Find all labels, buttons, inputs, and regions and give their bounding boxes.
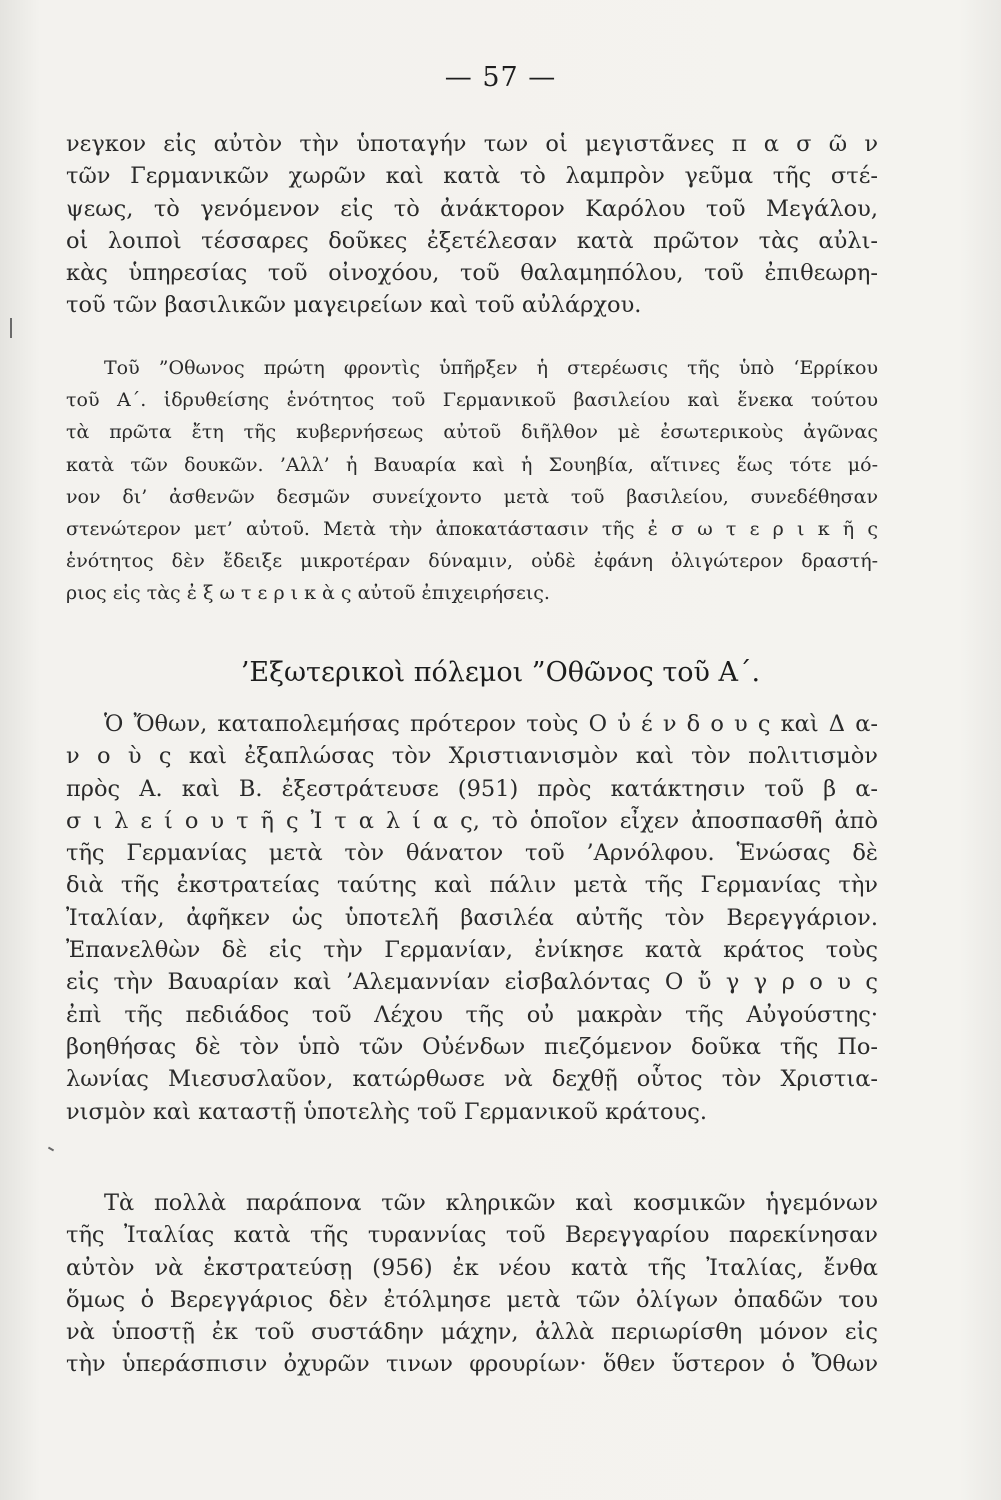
text-line: εἰς τὴν Βαυαρίαν καὶ ’Αλεμαννίαν εἰσβαλόντας Ο ὔ γ γ ρ ο υ ς bbox=[66, 969, 878, 996]
text-line: τὴν ὑπεράσπισιν ὀχυρῶν τινων φρουρίων· ὅθεν ὕστερον ὁ Ὄθων bbox=[66, 1351, 878, 1378]
paragraph-1 bbox=[66, 128, 878, 322]
text-line: Ἰταλίαν, ἀφῆκεν ὡς ὑποτελῆ βασιλέα αὐτῆς τὸν Βερεγγάριον. bbox=[66, 904, 878, 931]
text-line: ἑνότητος δὲν ἔδειξε μικροτέραν δύναμιν, οὐδὲ ἐφάνη ὀλιγώτερον δραστή- bbox=[66, 550, 878, 573]
text-line: Τοῦ ”Οθωνος πρώτη φροντὶς ὑπῆρξεν ἡ στερέωσις τῆς ὑπὸ ‘Ερρίκου bbox=[104, 357, 878, 379]
text-line: βοηθήσας δὲ τὸν ὑπὸ τῶν Οὐένδων πιεζόμενον δοῦκα τῆς Πο- bbox=[66, 1033, 878, 1060]
text-line: Ὁ Ὄθων, καταπολεμήσας πρότερον τοὺς Ο ὐ έ ν δ ο υ ς καὶ Δ α- bbox=[104, 711, 878, 737]
text-line: ριος εἰς τὰς ἐ ξ ω τ ε ρ ι κ ὰ ς αὐτοῦ ἐπιχειρήσεις. bbox=[66, 582, 550, 605]
text-line: ν ο ὺ ς καὶ ἐξαπλώσας τὸν Χριστιανισμὸν καὶ τὸν πολιτισμὸν bbox=[66, 743, 878, 770]
text-line: ψεως, τὸ γενόμενον εἰς τὸ ἀνάκτορον Καρόλου τοῦ Μεγάλου, bbox=[66, 195, 878, 222]
text-line: τοῦ Α΄. ἱδρυθείσης ἑνότητος τοῦ Γερμανικοῦ βασιλείου καὶ ἕνεκα τούτου bbox=[66, 389, 878, 412]
text-line: νεγκον εἰς αὐτὸν τὴν ὑποταγήν των οἱ μεγιστᾶνες π α σ ῶ ν bbox=[66, 131, 878, 157]
text-line: τὰ πρῶτα ἔτη τῆς κυβερνήσεως αὐτοῦ διῆλθον μὲ ἐσωτερικοὺς ἀγῶνας bbox=[66, 421, 878, 444]
page-number: — 57 — bbox=[444, 62, 557, 93]
section-heading: ’Εξωτερικοὶ πόλεμοι ”Οθῶνος τοῦ Α΄. bbox=[240, 657, 761, 688]
paragraph-3 bbox=[66, 708, 878, 1128]
text-line: νὰ ὑποστῇ ἐκ τοῦ συστάδην μάχην, ἀλλὰ περιωρίσθη μόνον εἰς bbox=[66, 1319, 878, 1346]
paragraph-2-small-print bbox=[66, 352, 878, 610]
text-line: Τὰ πολλὰ παράπονα τῶν κληρικῶν καὶ κοσμικῶν ἡγεμόνων bbox=[104, 1190, 878, 1216]
paragraph-4 bbox=[66, 1187, 878, 1381]
margin-mark bbox=[48, 1147, 54, 1152]
text-line: τοῦ τῶν βασιλικῶν μαγειρείων καὶ τοῦ αὐλάρχου. bbox=[66, 292, 642, 319]
text-line: κατὰ τῶν δουκῶν. ’Αλλ’ ἡ Βαυαρία καὶ ἡ Σουηβία, αἵτινες ἕως τότε μό- bbox=[66, 453, 878, 476]
text-line: στενώτερον μετ’ αὐτοῦ. Μετὰ τὴν ἀποκατάστασιν τῆς ἐ σ ω τ ε ρ ι κ ῆ ς bbox=[66, 517, 878, 540]
text-line: νον δι’ ἀσθενῶν δεσμῶν συνείχοντο μετὰ τοῦ βασιλείου, συνεδέθησαν bbox=[66, 485, 878, 508]
text-line: Ἐπανελθὼν δὲ εἰς τὴν Γερμανίαν, ἐνίκησε κατὰ κράτος τοὺς bbox=[66, 937, 878, 964]
text-line: λωνίας Μιεσυσλαῦον, κατώρθωσε νὰ δεχθῇ οὗτος τὸν Χριστια- bbox=[66, 1066, 878, 1093]
text-line: διὰ τῆς ἐκστρατείας ταύτης καὶ πάλιν μετὰ τῆς Γερμανίας τὴν bbox=[66, 872, 878, 899]
text-line: σ ι λ ε ί ο υ τ ῆ ς Ἰ τ α λ ί α ς, τὸ ὁποῖον εἶχεν ἀποσπασθῆ ἀπὸ bbox=[66, 807, 878, 834]
text-line: ἐπὶ τῆς πεδιάδος τοῦ Λέχου τῆς οὐ μακρὰν τῆς Αὐγούστης· bbox=[66, 1001, 878, 1028]
text-line: ὅμως ὁ Βερεγγάριος δὲν ἐτόλμησε μετὰ τῶν ὀλίγων ὀπαδῶν του bbox=[66, 1286, 878, 1313]
text-line: οἱ λοιποὶ τέσσαρες δοῦκες ἐξετέλεσαν κατὰ πρῶτον τὰς αὐλι- bbox=[66, 227, 878, 254]
margin-mark bbox=[10, 318, 12, 338]
text-line: τῶν Γερμανικῶν χωρῶν καὶ κατὰ τὸ λαμπρὸν γεῦμα τῆς στέ- bbox=[66, 163, 878, 190]
text-line: τῆς Γερμανίας μετὰ τὸν θάνατον τοῦ ’Αρνόλφου. Ἑνώσας δὲ bbox=[66, 840, 878, 867]
text-line: αὐτὸν νὰ ἐκστρατεύσῃ (956) ἐκ νέου κατὰ τῆς Ἰταλίας, ἔνθα bbox=[66, 1254, 878, 1281]
text-line: νισμὸν καὶ καταστῇ ὑποτελὴς τοῦ Γερμανικοῦ κράτους. bbox=[66, 1098, 708, 1125]
text-line: τῆς Ἰταλίας κατὰ τῆς τυραννίας τοῦ Βερεγγαρίου παρεκίνησαν bbox=[66, 1222, 878, 1249]
text-line: κὰς ὑπηρεσίας τοῦ οἰνοχόου, τοῦ θαλαμηπόλου, τοῦ ἐπιθεωρη- bbox=[66, 260, 878, 287]
text-line: πρὸς Α. καὶ Β. ἐξεστράτευσε (951) πρὸς κατάκτησιν τοῦ β α- bbox=[66, 775, 878, 802]
